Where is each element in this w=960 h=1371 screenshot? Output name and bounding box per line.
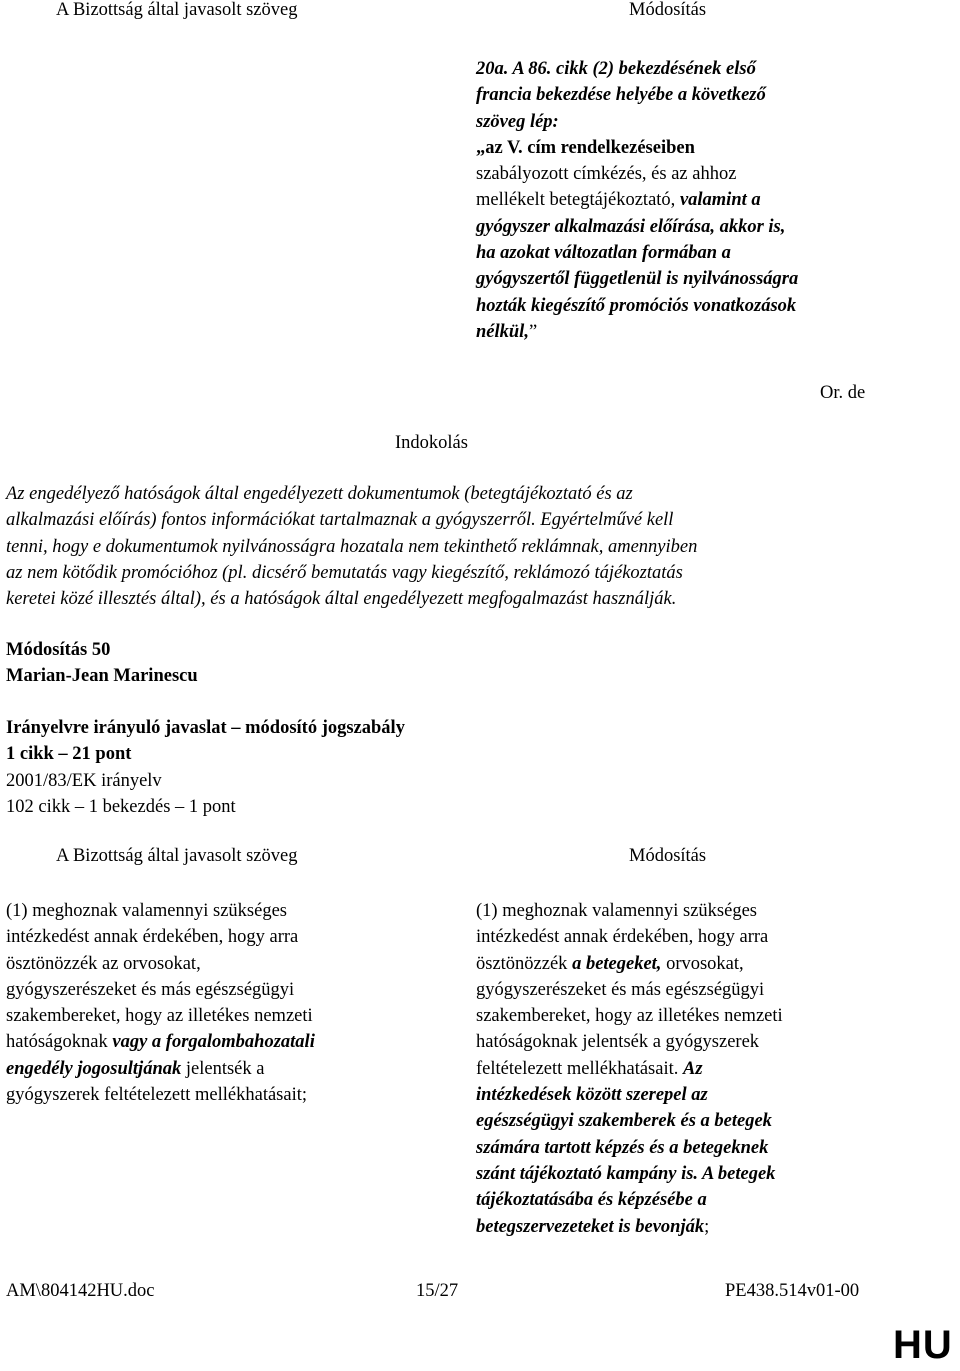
text-line: tájékoztatásába és képzésébe a (476, 1190, 707, 1211)
text-line: betegszervezeteket is bevonják; (476, 1216, 710, 1237)
text-line: intézkedések között szerepel az (476, 1085, 708, 1106)
commission-text-column (6, 898, 466, 1108)
intro-line: francia bekezdése helyébe a következő (476, 85, 766, 106)
amendment-text-column (476, 898, 946, 1240)
text-line: szánt tájékoztató kampány is. A betegek (476, 1163, 776, 1184)
text-line: hatóságoknak jelentsék a gyógyszerek (476, 1032, 760, 1053)
intro-line: szöveg lép: (476, 111, 559, 132)
quote-line: nélkül,” (476, 321, 538, 342)
justification-text (6, 481, 946, 612)
text-line: egészségügyi szakemberek és a betegek (476, 1111, 772, 1132)
justification-title: Indokolás (395, 433, 468, 453)
reference-line: 102 cikk – 1 bekezdés – 1 pont (6, 796, 236, 817)
text-line: számára tartott képzés és a betegeknek (476, 1137, 769, 1158)
reference-line: 1 cikk – 21 pont (6, 744, 132, 765)
text-line: engedély jogosultjának jelentsék a (6, 1058, 265, 1079)
text-line: gyógyszerek feltételezett mellékhatásait; (6, 1085, 307, 1106)
commission-text-header: A Bizottság által javasolt szöveg (56, 846, 298, 866)
text-line: feltételezett mellékhatásait. Az (476, 1058, 703, 1079)
text-line: szakembereket, hogy az illetékes nemzeti (476, 1006, 783, 1027)
amendment-number: Módosítás 50 (6, 640, 111, 660)
amendment-meta (6, 637, 198, 690)
justification-line: keretei közé illesztés által), és a hatóságok által engedélyezett megfogalmazást használják. (6, 589, 677, 610)
footer-reference: PE438.514v01-00 (725, 1281, 860, 1301)
footer-page-number: 15/27 (416, 1281, 459, 1301)
text-line: hatóságoknak vagy a forgalombahozatali (6, 1032, 315, 1053)
quote-line: gyógyszer alkalmazási előírása, akkor is, (476, 216, 786, 237)
text-line: ösztönözzék az orvosokat, (6, 953, 201, 974)
commission-text-header: A Bizottság által javasolt szöveg (56, 0, 298, 20)
amendment-header: Módosítás (629, 0, 707, 20)
text-line: szakembereket, hogy az illetékes nemzeti (6, 1006, 313, 1027)
text-line: gyógyszerészeket és más egészségügyi (6, 979, 295, 1000)
text-line: (1) meghoznak valamennyi szükséges (6, 901, 288, 921)
text-line: (1) meghoznak valamennyi szükséges (476, 901, 758, 921)
quote-line: hozták kiegészítő promóciós vonatkozások (476, 295, 797, 316)
text-line: intézkedést annak érdekében, hogy arra (6, 927, 299, 948)
quote-line: „az V. cím rendelkezéseiben (476, 137, 695, 158)
quote-line: szabályozott címkézés, és az ahhoz (476, 164, 737, 185)
justification-line: tenni, hogy e dokumentumok nyilvánosságra hozatala nem tekinthető reklámnak, amennyiben (6, 536, 698, 557)
footer-language-code: HU (893, 1323, 953, 1367)
text-line: intézkedést annak érdekében, hogy arra (476, 927, 769, 948)
text-line: ösztönözzék a betegeket, orvosokat, (476, 953, 744, 974)
reference-line: Irányelvre irányuló javaslat – módosító jogszabály (6, 718, 405, 738)
amendment-author: Marian-Jean Marinescu (6, 666, 198, 687)
justification-line: Az engedélyező hatóságok által engedélyezett dokumentumok (betegtájékoztató és az (6, 484, 633, 504)
original-language: Or. de (820, 383, 866, 403)
reference-line: 2001/83/EK irányelv (6, 770, 162, 791)
justification-line: az nem kötődik promócióhoz (pl. dicsérő bemutatás vagy kiegészítő, reklámozó tájékoztatás (6, 562, 683, 583)
quote-line: gyógyszertől függetlenül is nyilvánosságra (476, 269, 799, 290)
amendment-header: Módosítás (629, 846, 707, 866)
quote-line: mellékelt betegtájékoztató, valamint a (476, 190, 761, 211)
amendment-reference (6, 715, 405, 820)
amendment-text-column (476, 56, 946, 345)
justification-line: alkalmazási előírás) fontos információkat tartalmaznak a gyógyszerről. Egyértelművé kell (6, 510, 674, 531)
text-line: gyógyszerészeket és más egészségügyi (476, 979, 765, 1000)
footer-document-id: AM\804142HU.doc (6, 1281, 155, 1301)
intro-line: 20a. A 86. cikk (2) bekezdésének első (476, 59, 756, 79)
quote-line: ha azokat változatlan formában a (476, 243, 731, 264)
